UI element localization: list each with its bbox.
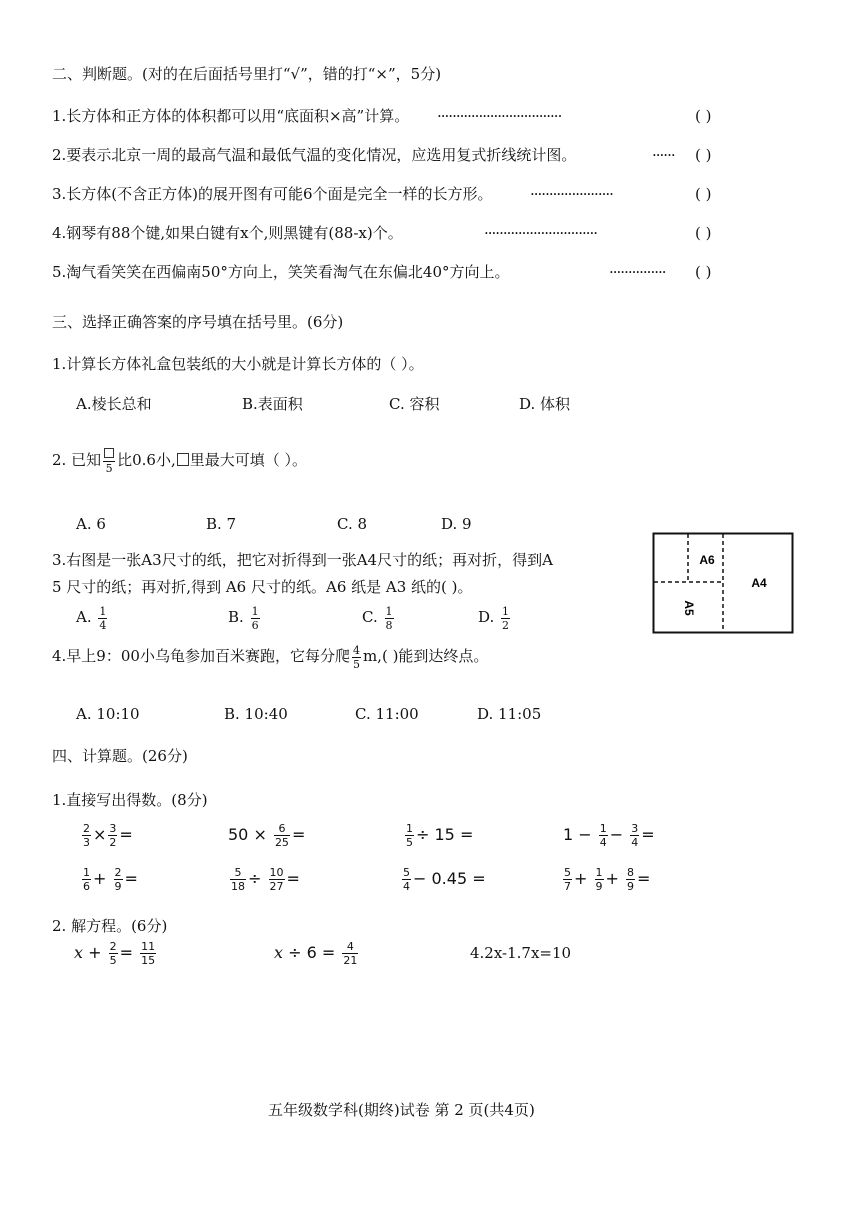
- judge-item-leader: ······: [652, 146, 675, 164]
- choice-q1-option-c[interactable]: C. 容积: [389, 395, 440, 413]
- label-a5: A5: [682, 600, 696, 616]
- judge-item-text: 5.淘气看笑笑在西偏南50°方向上，笑笑看淘气在东偏北40°方向上。: [52, 263, 510, 281]
- calc-expr-4: 1 − $\frac{1}{4}$ − $\frac{3}{4}$ =: [563, 822, 655, 849]
- judge-item-leader: ·································: [437, 107, 562, 125]
- choice-q1-option-a[interactable]: A.棱长总和: [76, 395, 152, 413]
- choice-q2-prefix: 2. 已知: [52, 451, 102, 469]
- option-fraction: $\frac{1}{2}$: [502, 604, 510, 632]
- judge-item-text: 1.长方体和正方体的体积都可以用“底面积×高”计算。: [52, 107, 410, 125]
- judge-answer-bracket[interactable]: ( ): [695, 263, 712, 281]
- blank-box-icon: [104, 448, 114, 458]
- option-label: B.: [228, 608, 244, 626]
- judge-item-leader: ···············: [609, 263, 666, 281]
- label-a6: A6: [699, 553, 715, 567]
- judge-item-text: 2.要表示北京一周的最高气温和最低气温的变化情况，应选用复式折线统计图。: [52, 146, 577, 164]
- calc-expr-2: 50 × $\frac{6}{25}$ =: [228, 822, 306, 849]
- choice-q4-option-b[interactable]: B. 10:40: [224, 705, 288, 723]
- judge-item-leader: ······························: [484, 224, 598, 242]
- option-fraction: $\frac{1}{4}$: [99, 604, 107, 632]
- speed-fraction: $\frac{4}{5}$: [352, 643, 360, 671]
- choice-q3-option-b[interactable]: [228, 600, 262, 634]
- fraction-denominator: 5: [105, 462, 113, 475]
- choice-q1-option-b[interactable]: B.表面积: [242, 395, 303, 413]
- section-judge-heading: 二、判断题。(对的在后面括号里打“√”，错的打“×”，5分): [52, 65, 442, 83]
- calc-expr-3: $\frac{1}{5}$ ÷ 15 =: [406, 822, 474, 849]
- section-choice-heading: 三、选择正确答案的序号填在括号里。(6分): [52, 313, 344, 331]
- equation-1: x + $\frac{2}{5}$ = $\frac{11}{15}$: [74, 940, 156, 967]
- choice-q4-suffix: m,( )能到达终点。: [362, 647, 489, 665]
- judge-answer-bracket[interactable]: ( ): [695, 146, 712, 164]
- choice-q4-prefix: 4.早上9：00小乌龟参加百米赛跑，它每分爬: [52, 647, 350, 665]
- judge-item-text: 3.长方体(不含正方体)的展开图有可能6个面是完全一样的长方形。: [52, 185, 493, 203]
- label-a4: A4: [751, 576, 767, 590]
- calc-sub2-heading: 2. 解方程。(6分): [52, 917, 168, 935]
- calc-expr-1: $\frac{2}{3}$ × $\frac{3}{2}$ =: [83, 822, 133, 849]
- equation-3: 4.2x-1.7x=10: [470, 944, 572, 962]
- choice-q3-option-d[interactable]: [478, 600, 512, 634]
- option-label: A.: [76, 608, 92, 626]
- judge-answer-bracket[interactable]: ( ): [695, 224, 712, 242]
- choice-q2-option-b[interactable]: B. 7: [206, 515, 237, 533]
- calc-expr-7: $\frac{5}{4}$ − 0.45 =: [403, 866, 486, 893]
- choice-q4-option-a[interactable]: A. 10:10: [76, 705, 140, 723]
- calc-expr-6: $\frac{5}{18}$ ÷ $\frac{10}{27}$ =: [231, 866, 300, 893]
- judge-item-leader: ······················: [530, 185, 613, 203]
- calc-expr-5: $\frac{1}{6}$ + $\frac{2}{9}$ =: [83, 866, 138, 893]
- choice-q1-text: 1.计算长方体礼盒包装纸的大小就是计算长方体的（ ）。: [52, 355, 424, 373]
- option-fraction: $\frac{1}{8}$: [385, 604, 393, 632]
- equation-2: x ÷ 6 = $\frac{4}{21}$: [274, 940, 358, 967]
- option-label: D.: [478, 608, 495, 626]
- judge-answer-bracket[interactable]: ( ): [695, 107, 712, 125]
- choice-q4-option-d[interactable]: D. 11:05: [477, 705, 542, 723]
- blank-fraction: [103, 448, 115, 474]
- judge-answer-bracket[interactable]: ( ): [695, 185, 712, 203]
- choice-q4-option-c[interactable]: C. 11:00: [355, 705, 419, 723]
- choice-q2-option-a[interactable]: A. 6: [76, 515, 106, 533]
- choice-q2-option-d[interactable]: D. 9: [441, 515, 472, 533]
- blank-box-icon: [177, 453, 189, 466]
- judge-item-text: 4.钢琴有88个键,如果白键有x个,则黑键有(88-x)个。: [52, 224, 403, 242]
- section-calc-heading: 四、计算题。(26分): [52, 747, 188, 765]
- option-fraction: $\frac{1}{6}$: [251, 604, 259, 632]
- choice-q3-option-a[interactable]: [76, 600, 109, 634]
- choice-q3-line2: 5 尺寸的纸；再对折,得到 A6 尺寸的纸。A6 纸是 A3 纸的( )。: [52, 578, 473, 596]
- calc-expr-8: $\frac{5}{7}$ + $\frac{1}{9}$ + $\frac{8}{9}$ =: [564, 866, 651, 893]
- choice-q4-text: [52, 636, 488, 676]
- choice-q2-text: [52, 442, 307, 478]
- calc-sub1-heading: 1.直接写出得数。(8分): [52, 791, 208, 809]
- choice-q2-suffix2: 里最大可填（ ）。: [189, 451, 307, 469]
- choice-q3-option-c[interactable]: [362, 600, 396, 634]
- choice-q1-option-d[interactable]: D. 体积: [519, 395, 571, 413]
- choice-q2-option-c[interactable]: C. 8: [337, 515, 368, 533]
- page-footer: 五年级数学科(期终)试卷 第 2 页(共4页): [268, 1101, 535, 1119]
- choice-q3-line1: 3.右图是一张A3尺寸的纸，把它对折得到一张A4尺寸的纸；再对折，得到A: [52, 551, 553, 569]
- option-label: C.: [362, 608, 378, 626]
- paper-fold-figure: [652, 532, 794, 634]
- choice-q2-suffix: 比0.6小,: [117, 451, 176, 469]
